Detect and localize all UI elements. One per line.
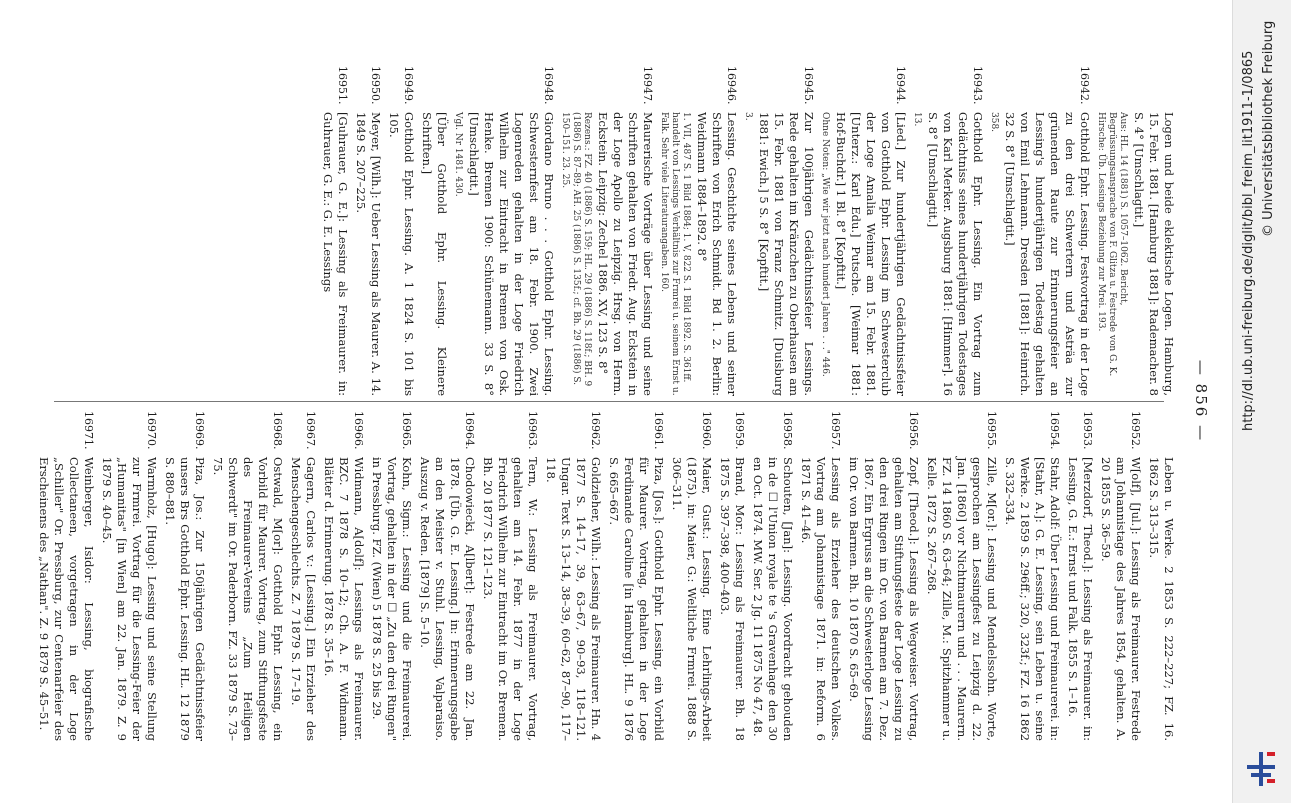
entry-number: 16963.: [526, 411, 539, 450]
bibliography-entry: [1146, 411, 1176, 741]
entry-number: 16948.: [542, 66, 555, 105]
entry-text: Zopf, [Theod.]: Lessing als Wegweiser. Vortrag, gehalten am Stiftungsfeste der Loge Lessing zu den drei Ringen im Or. von Barmen am 7. Dez. 1867. Ein Ergruss an die Schwesterloge Lessing im Or. von Barmen. Bh. 10 1870 S. 65–69.: [847, 457, 921, 741]
entry-text: Weinberger, Isidor: Lessing, biografische Collectaneen, vorgetragen in der Loge „Schiller" Or. Pressburg, zur Centenarfeier des Erscheinens des „Nathan". Z. 9 1879 S. 45–51.: [37, 457, 96, 741]
entry-number: 16962.: [589, 411, 602, 450]
entry-text: Leben u. Werke. 2 1853 S. 222–227; FZ. 16. 1862 S. 313–315.: [1147, 457, 1176, 741]
entry-number: [419, 66, 449, 112]
bibliography-entry: [833, 66, 908, 396]
bibliography-entry: [606, 411, 666, 741]
bibliography-entry: [717, 411, 747, 741]
entry-text: Lessing. Geschichte seines Lebens und seiner Schriften von Erich Schmidt. Bd 1. 2. Berlin: Weidmann 1884–1892. 8°: [695, 112, 739, 396]
bibliography-entry: [1002, 66, 1092, 396]
bibliography-entry: [694, 66, 739, 396]
entry-number: 16946.: [725, 66, 738, 105]
entry-number: [1146, 411, 1176, 457]
copyright-notice: © Universitätsbibliothek Freiburg: [1261, 20, 1276, 237]
entry-number: 16964.: [463, 411, 476, 450]
entry-text: [Merzdorf, Theod.]: Lessing als Freimaurer. in: Lessing, G. E.: Ernst und Falk. 1855 S. 1–16.: [1066, 457, 1095, 741]
entry-text: [Lied.] Zur hundertjährigen Gedächtnissfeier von Gotthold Ephr. Lessing im Schwesterclub der Loge Amalia Weimar am 15. Febr. 1881. [Unterz.: Karl Edu.] Putsche. [Weimar 1881: Hof-Buchdr.] 1 Bl. 8° [Kopftit.]: [834, 112, 908, 396]
entry-number: 16968.: [271, 411, 284, 450]
bibliography-entry: [162, 411, 207, 741]
bibliography-note: 13.: [912, 112, 922, 127]
bibliography-entry: [1098, 411, 1143, 741]
entry-text: Schouten, [Jan]: Lessing. Voordracht gehouden in de ☐ l'Union royale te 's Gravenhage den 30 en Oct. 1874. MW. Ser. 2 Jg. 11 1875 No 47, 48.: [751, 457, 795, 741]
entry-number: 16945.: [802, 66, 815, 105]
bibliography-note: Vgl. Nr 1481. 430.: [453, 112, 463, 197]
bibliography-entry: [466, 66, 556, 396]
bibliography-entry: [669, 411, 714, 741]
entry-number: 16971.: [82, 411, 95, 450]
left-column: [36, 66, 1176, 396]
bibliography-note: Ohne Noten: „Wie wir jetzt nach hundert Jahren . . ." 446.: [820, 112, 830, 377]
entry-number: 16952.: [1129, 411, 1142, 450]
bibliography-entry: [595, 66, 655, 396]
entry-text: W[olf], [Jul.]: Lessing als Freimaurer. Festrede am Johannistage des Jahres 1854, gehalten. A. 20 1855 S. 36–59.: [1099, 457, 1143, 741]
entry-text: Warmholz, [Hugo]: Lessing und seine Stellung zur Frmrei. Vortrag für die Lessing-Feier der „Humanitas" [in Wien] am 22. Jan. 1879. Z. 9 1879 S. 40–45.: [100, 457, 159, 741]
entry-number: 16961.: [652, 411, 665, 450]
entry-text: Stahr, Adolf: Über Lessing und Freimaurerei. in: [Stahr, A.]: G. E. Lessing, sein Leben u. seine Werke. 2 1859 S. 296ff.; 320, 323f.; FZ. 16 1862 S. 332–334.: [1003, 457, 1062, 741]
entry-text: Gagern, Carlos v.: [Lessing.] Ein Erzieher des Menschengeschlechts. Z. 7 1879 S. 17–19.: [289, 457, 318, 741]
entry-text: Kohn, Sigm.: Lessing und die Freimaurerei. Vortrag, gehalten in der ☐ „Zu den drei Ringen" in Pressburg. FZ. (Wien) 5 1878 S. 25 bis 29.: [370, 457, 414, 741]
entry-text: Goldzieher, Wilh.: Lessing als Freimaurer. Hn. 4 1877 S. 14–17, 39, 63–67, 90–93, 118–121. Ungar. Text S. 13–14, 38–39, 60–62, 87–90, 117–118.: [544, 457, 603, 741]
bibliography-entry: [846, 411, 921, 741]
bibliography-entry: [210, 411, 285, 741]
entry-number: 16966.: [352, 411, 365, 450]
entry-text: Maurerische Vorträge über Lessing und seine Schriften gehalten von Friedr. Aug. Eckstein in der Loge Apollo zu Leipzig. Hrsg. von Herm. Eckstein. Leipzig: Zechel 1886. XV, 123 S. 8°: [596, 112, 655, 396]
entry-text: Gotthold Ephr. Lessing. A. 1 1824 S. 101 bis 105.: [387, 112, 416, 396]
bibliography-entry: [99, 411, 159, 741]
entry-number: 16955.: [985, 411, 998, 450]
source-url-link[interactable]: http://dl.ub.uni-freiburg.de/diglit/bibl_freim_lit1911-1/0865: [1241, 50, 1256, 431]
bibliography-entry: [386, 66, 416, 396]
bibliography-entry: [288, 411, 318, 741]
bibliography-entry: [1131, 66, 1176, 396]
entry-text: [Guhrauer, G. E.]: Lessing als Freimaurer. in: Guhrauer, G. E.: G. E. Lessings: [321, 112, 350, 396]
bibliography-note: Rezens.: FZ. 40 (1886) S. 159; HL. 29 (1886) S. 118f.; BH. 9 (1886) S. 87–89; AH. 25 (1886) S. 135f.; cf. Bh. 29 (1886) S. 150–151. 23. 25.: [560, 112, 592, 387]
page-number-header: — 856 —: [1192, 359, 1210, 443]
bibliography-entry: [419, 66, 449, 396]
bibliography-entry: [1065, 411, 1095, 741]
bibliography-entry: [756, 66, 816, 396]
bibliography-entry: [480, 411, 540, 741]
bibliography-entry: [1002, 411, 1062, 741]
ub-freiburg-logo-icon: [1245, 748, 1277, 788]
bibliography-entry: [320, 66, 350, 396]
bibliography-entry: [36, 411, 96, 741]
entry-number: 16956.: [907, 411, 920, 450]
entry-number: 16958.: [781, 411, 794, 450]
entry-text: Gotthold Ephr. Lessing. Ein Vortrag zum Gedächtniss seines hundertjährigen Todestages von Karl Merker. Augsburg 1881: [Himmer]. 16 S. 8° [Umschlagtit.]: [926, 112, 985, 396]
bibliography-entry: [369, 411, 414, 741]
bibliography-entry: [543, 411, 603, 741]
entry-number: 16969.: [193, 411, 206, 450]
entry-number: 16942.: [1078, 66, 1091, 105]
entry-number: 16944.: [894, 66, 907, 105]
bibliography-note: 3.: [743, 112, 753, 121]
bibliography-entry: [417, 411, 477, 741]
bibliography-entry: [798, 411, 843, 741]
entry-text: Zille, M[or.]: Lessing und Mendelssohn. Worte, gesprochen am Lessingfest zu Leipzig d. 22. Jan. [1860] vor Nichtmaurern und . . . Maurern. FZ. 14 1860 S. 63–64; Zille, M.: Spitzhammer u. Kelle. 1872 S. 267–268.: [925, 457, 999, 741]
entry-number: 16970.: [145, 411, 158, 450]
entry-text: Maier, Gust.: Lessing. Eine Lehrlings-Arbeit (1875). in: Maier, G.: Weltliche Frmrei. 1888 S. 306–311.: [670, 457, 714, 741]
entry-number: 16959.: [733, 411, 746, 450]
entry-number: 16949.: [402, 66, 415, 105]
entry-text: Tern, W.: Lessing als Freimaurer. Vortrag, gehalten am 14. Febr. 1877 in der Loge Friedrich Wilhelm zur Eintracht im Or. Bremen. Bh. 20 1877 S. 121–123.: [481, 457, 540, 741]
right-column: [36, 411, 1176, 741]
bibliography-entry: [925, 66, 985, 396]
entry-text: Meyer, [Wilh.]: Ueber Lessing als Maurer. A. 14. 1849 S. 207–225.: [354, 112, 383, 396]
entry-text: Ostwald, M[or]: Gotthold Ephr. Lessing, ein Vorbild für Maurer. Vortrag, zum Stiftungsfeste des Freimaurer-Vereins „Zum Heiligen Schwerdt" im Or. Paderborn. FZ. 33 1879 S. 73–75.: [211, 457, 285, 741]
entry-number: 16953.: [1081, 411, 1094, 450]
bibliography-entry: [750, 411, 795, 741]
entry-text: Logen und beide eklektische Logen. Hamburg, 15. Febr. 1881. [Hamburg 1881]: Rademacher. 8 S. 4° [Umschlagtit.]: [1132, 112, 1176, 396]
entry-number: 16960.: [700, 411, 713, 450]
entry-number: 16967.: [304, 411, 317, 450]
entry-text: Widmann, A[dolf]: Lessings als Freimaurer. BZC. 7 1878 S. 10–12; Ch. A. F. Widmann. Blätter d. Erinnerung. 1878 S. 35–16.: [322, 457, 366, 741]
scanned-page: [16, 56, 1216, 746]
entry-number: [1131, 66, 1176, 112]
entry-text: [Über Gotthold Ephr. Lessing. Kleinere Schriften.]: [420, 112, 449, 396]
entry-text: Chodowiecki, A[lbert]: Festrede am 22. Jan. 1878. [Üb. G. E. Lessing.] in: Erinnerungsgabe an den Meister v. Stuhl. Lessing, Valparaiso. Auszug v. Reden. [1879] S. 5–10.: [418, 457, 477, 741]
bibliography-entry: [924, 411, 999, 741]
entry-number: 16957.: [829, 411, 842, 450]
entry-number: 16950.: [369, 66, 382, 105]
entry-number: 16951.: [336, 66, 349, 105]
entry-text: Zur 100jährigen Gedächtnissfeier Lessings. Rede gehalten im Kränzchen zu Oberhausen am 15. Febr. 1881 von Franz Schmitz. [Duisburg 1881: Ewich.] 5 S. 8° [Kopftit.]: [757, 112, 816, 396]
entry-number: 16943.: [971, 66, 984, 105]
source-sidebar: [1232, 0, 1291, 803]
entry-number: 16947.: [641, 66, 654, 105]
entry-number: 16965.: [400, 411, 413, 450]
entry-text: Brand, Mor.: Lessing als Freimaurer. Bh. 18 1875 S. 397–398, 400–403.: [718, 457, 747, 741]
column-divider: [54, 401, 1164, 402]
entry-text: Lessing als Erzieher des deutschen Volkes. Vortrag am Johannistage 1871. in: Reform. 6 1871 S. 41–46.: [799, 457, 843, 741]
entry-text: Piza, Jos.: Zur 150jährigen Gedächtnissfeier unsers Brs Gotthold Ephr. Lessing. HL. 12 1879 S. 880–881.: [163, 457, 207, 741]
entry-number: 16954.: [1048, 411, 1061, 450]
bibliography-entry: [321, 411, 366, 741]
entry-text: Gotthold Ephr. Lessing. Festvortrag in der Loge zu den drei Schwertern und Asträa zur grünenden Raute zur Erinnerungsfeier an Lessing's hundertjährigen Todestag gehalten von Emil Lehmann. Dresden [1881]: Heinrich. 32 S. 8° [Umschlagtit.]: [1003, 112, 1092, 396]
bibliography-note: Aus: HL. 14 (1881) S. 1057–1062. Bericht, Begrüssungsansprache von F. Glitza u. Festrede von G. K. Hirsche: Üb. Lessings Beziehung zur Mrei. 193.: [1096, 112, 1128, 377]
bibliography-note: 1. VII, 487 S. 1 Bild 1884; 1. V, 822 S. 1 Bild 1892. S. 361ff. handelt von Lessings Verhältnis zur Frmrei u. seinem Ernst u. Falk. Sehr viele Literaturangaben. 160.: [659, 112, 691, 396]
entry-text: Giordano Bruno . . . Gotthold Ephr. Lessing. Schwesternfest am 18. Febr. 1900. Zwei Logenreden gehalten in der Loge Friedrich Wilhelm zur Eintracht in Bremen von Osk. Henke. Bremen 1900: Schünemann. 33 S. 8° [Umschlagtit.]: [467, 112, 556, 396]
bibliography-entry: [353, 66, 383, 396]
bibliography-note: 358.: [989, 112, 999, 133]
entry-text: Piza, [Jos.]: Gotthold Ephr. Lessing, ein Vorbild für Maurer. Vortrag, gehalten in der Loge Ferdinande Caroline [in Hamburg]. HL. 9 1876 S. 665–667.: [607, 457, 666, 741]
